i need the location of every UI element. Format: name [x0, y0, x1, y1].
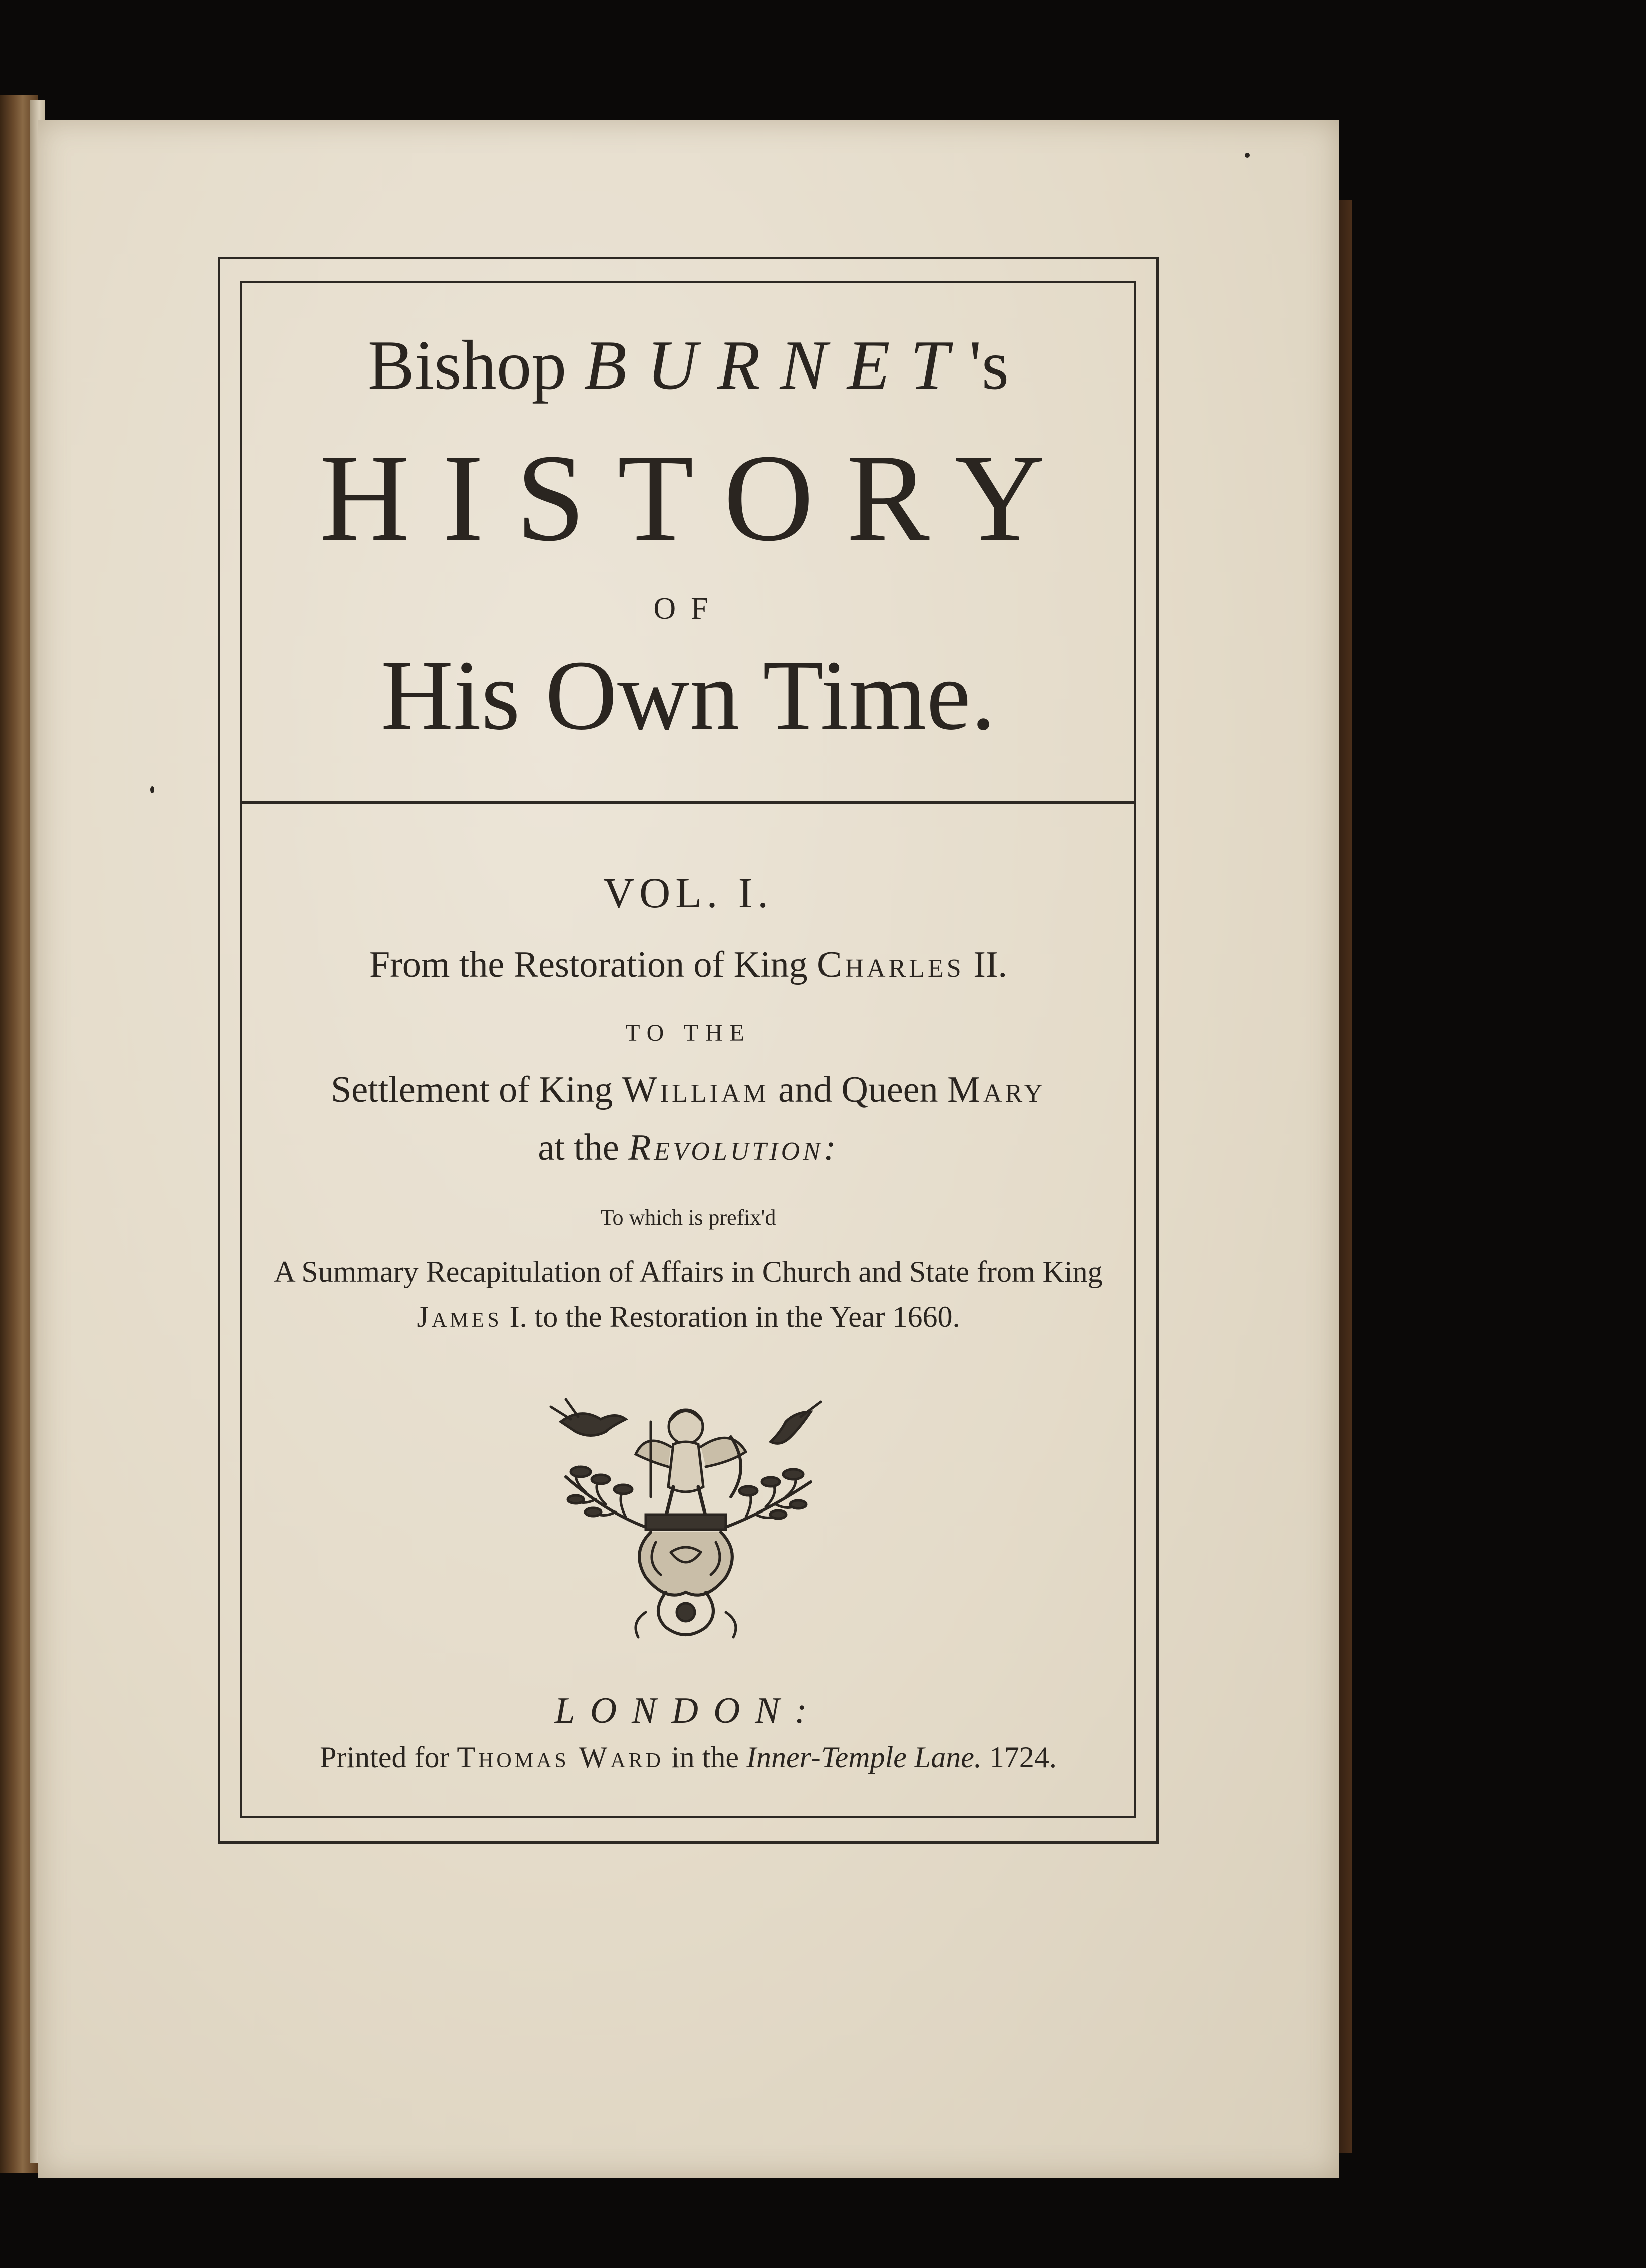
summary-line-1: A Summary Recapitulation of Affairs in Church and State from King	[274, 1255, 1103, 1288]
summary-line-2	[240, 1302, 1136, 1332]
revolution-word: Revolution:	[628, 1127, 839, 1168]
title-suffix: 's	[969, 326, 1009, 404]
revolution-line	[240, 1129, 1136, 1166]
imprint-line	[240, 1742, 1136, 1772]
imprint-in-the: in the	[671, 1741, 739, 1774]
settlement-king: William	[622, 1069, 769, 1110]
imprint-printed-for: Printed for	[320, 1741, 450, 1774]
imprint-address: Inner-Temple Lane.	[746, 1741, 982, 1774]
settlement-queen: Mary	[947, 1069, 1046, 1110]
prefix-line: To which is prefix'd	[600, 1205, 776, 1230]
from-line-numeral: II.	[973, 944, 1007, 985]
title-of: OF	[653, 592, 723, 626]
to-the-line: TO THE	[625, 1020, 751, 1046]
summary-king: James	[417, 1300, 502, 1333]
volume-label: VOL. I.	[603, 869, 773, 917]
ink-speck	[150, 786, 154, 793]
imprint-year: 1724.	[989, 1741, 1057, 1774]
from-line	[240, 946, 1136, 983]
imprint-city: LONDON:	[554, 1690, 822, 1731]
divider-rule	[240, 801, 1136, 804]
ink-speck	[1245, 153, 1250, 158]
imprint-printer: Thomas Ward	[457, 1741, 664, 1774]
settlement-text-2: and Queen	[778, 1069, 938, 1110]
title-sub: His Own Time.	[380, 640, 996, 751]
summary-text: I. to the Restoration in the Year 1660.	[509, 1300, 960, 1333]
settlement-line	[240, 1071, 1136, 1108]
title-author: BURNET	[584, 326, 969, 404]
settlement-text: Settlement of King	[331, 1069, 613, 1110]
title-author-line	[240, 326, 1136, 404]
revolution-text: at the	[538, 1127, 619, 1168]
from-line-king: Charles	[817, 944, 964, 985]
from-line-text: From the Restoration of King	[369, 944, 808, 985]
title-main: HISTORY	[319, 429, 1077, 567]
cherub-vignette-icon	[531, 1392, 841, 1652]
title-prefix: Bishop	[367, 326, 567, 404]
